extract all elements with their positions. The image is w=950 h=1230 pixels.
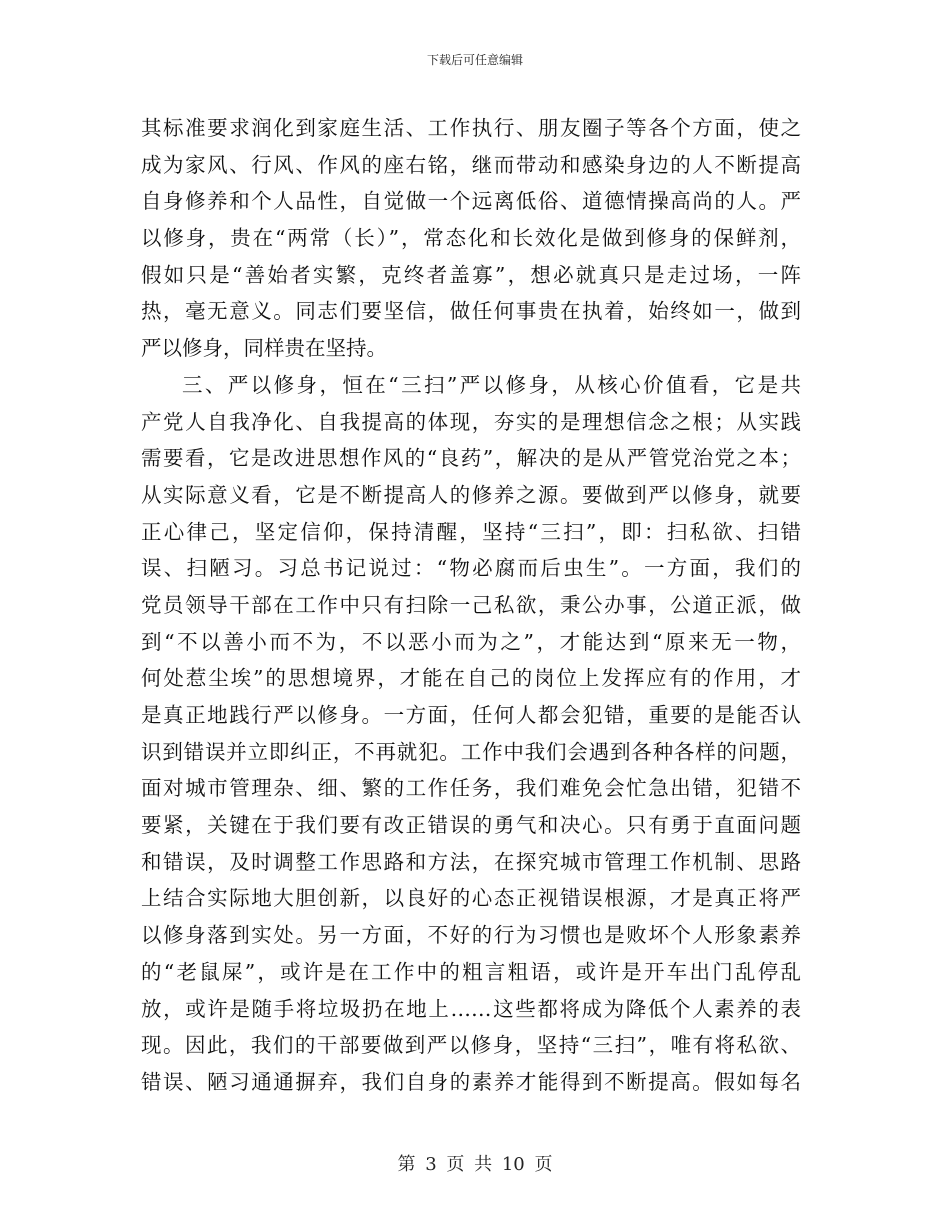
text-line: 自身修养和个人品性，自觉做一个远离低俗、道德情操高尚的人。严 — [141, 189, 801, 214]
text-line: 以修身落到实处。另一方面，不好的行为习惯也是败坏个人形象素养 — [141, 923, 801, 948]
page-footer: 第 3 页 共 10 页 — [397, 1154, 553, 1175]
text-line: 何处惹尘埃”的思想境界，才能在自己的岗位上发挥应有的作用，才 — [141, 666, 801, 691]
text-line: 到“不以善小而不为，不以恶小而为之”，才能达到“原来无一物， — [141, 629, 801, 654]
text-line: 严以修身，同样贵在坚持。 — [141, 336, 387, 361]
text-line: 识到错误并立即纠正，不再就犯。工作中我们会遇到各种各样的问题， — [141, 739, 801, 764]
text-line: 党员领导干部在工作中只有扫除一己私欲，秉公办事，公道正派，做 — [141, 592, 801, 617]
text-line: 放，或许是随手将垃圾扔在地上……这些都将成为降低个人素养的表 — [141, 996, 801, 1021]
text-line: 其标准要求润化到家庭生活、工作执行、朋友圈子等各个方面，使之 — [141, 116, 801, 140]
page-header: 下载后可任意编辑 — [426, 53, 523, 67]
text-line: 是真正地践行严以修身。一方面，任何人都会犯错，重要的是能否认 — [141, 703, 801, 727]
document-body — [141, 110, 801, 1101]
text-line: 和错误，及时调整工作思路和方法，在探究城市管理工作机制、思路 — [141, 849, 801, 874]
text-line: 的“老鼠屎”，或许是在工作中的粗言粗语，或许是开车出门乱停乱 — [141, 959, 801, 984]
text-line: 面对城市管理杂、细、繁的工作任务，我们难免会忙急出错，犯错不 — [141, 776, 801, 801]
text-line: 产党人自我净化、自我提高的体现，夯实的是理想信念之根；从实践 — [141, 409, 801, 434]
text-line: 假如只是“善始者实繁，克终者盖寡”，想必就真只是走过场，一阵 — [141, 262, 801, 287]
paragraph-start-line: 三、严以修身，恒在“三扫”严以修身，从核心价值看，它是共 — [182, 372, 801, 397]
text-line: 需要看，它是改进思想作风的“良药”，解决的是从严管党治党之本； — [141, 446, 801, 471]
text-line: 要紧，关键在于我们要有改正错误的勇气和决心。只有勇于直面问题 — [141, 813, 801, 838]
text-line: 现。因此，我们的干部要做到严以修身，坚持“三扫”，唯有将私欲、 — [141, 1033, 801, 1058]
text-line: 成为家风、行风、作风的座右铭，继而带动和感染身边的人不断提高 — [141, 152, 801, 177]
text-line: 以修身，贵在“两常（长）”，常态化和长效化是做到修身的保鲜剂， — [141, 226, 801, 251]
text-line: 上结合实际地大胆创新，以良好的心态正视错误根源，才是真正将严 — [141, 886, 801, 911]
text-line: 热，毫无意义。同志们要坚信，做任何事贵在执着，始终如一，做到 — [141, 299, 801, 324]
text-line: 从实际意义看，它是不断提高人的修养之源。要做到严以修身，就要 — [141, 482, 801, 507]
text-line: 误、扫陋习。习总书记说过：“物必腐而后虫生”。一方面，我们的 — [141, 556, 801, 581]
text-line: 错误、陋习通通摒弃，我们自身的素养才能得到不断提高。假如每名 — [141, 1069, 801, 1094]
text-line: 正心律己，坚定信仰，保持清醒，坚持“三扫”，即：扫私欲、扫错 — [141, 519, 801, 544]
